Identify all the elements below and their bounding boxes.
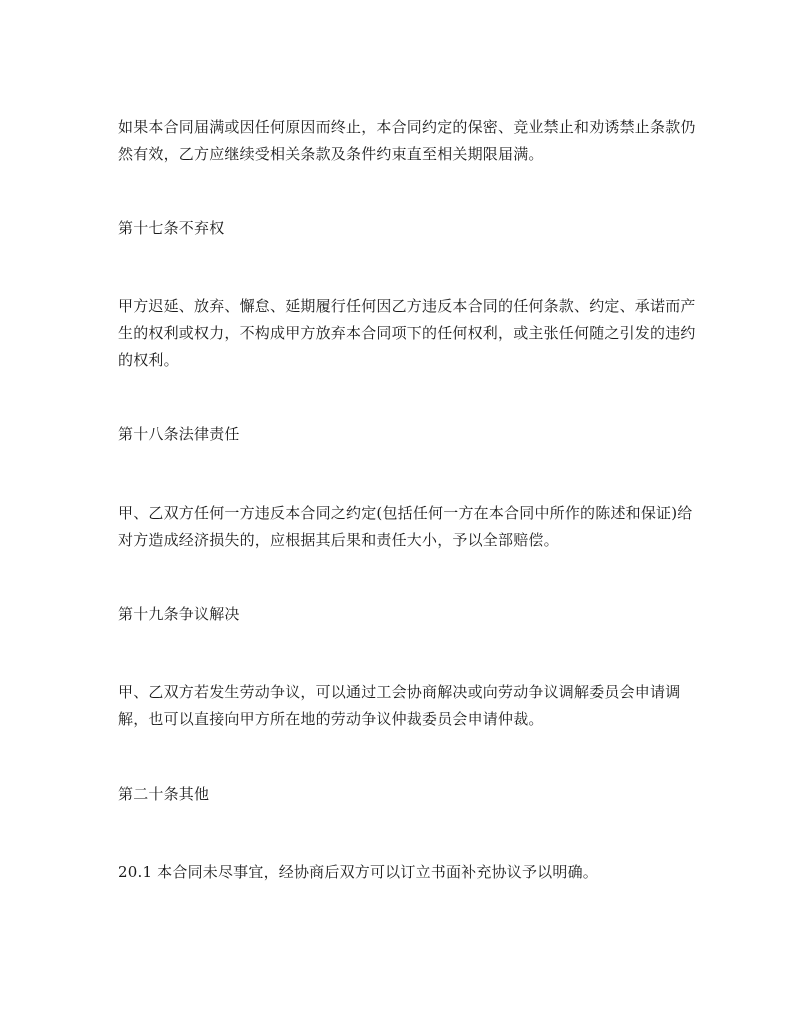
article-17-heading: 第十七条不弃权 bbox=[118, 219, 225, 237]
article-19-heading: 第十九条争议解决 bbox=[118, 605, 240, 623]
article-17-body: 甲方迟延、放弃、懈怠、延期履行任何因乙方违反本合同的任何条款、约定、承诺而产生的权利或权力，不构成甲方放弃本合同项下的任何权利，或主张任何随之引发的违约的权利。 bbox=[118, 297, 696, 369]
article-20-heading: 第二十条其他 bbox=[118, 785, 210, 803]
article-18-heading: 第十八条法律责任 bbox=[118, 425, 240, 443]
article-19-body: 甲、乙双方若发生劳动争议，可以通过工会协商解决或向劳动争议调解委员会申请调解，也可以直接向甲方所在地的劳动争议仲裁委员会申请仲裁。 bbox=[118, 683, 681, 728]
paragraph-confidentiality-survival: 如果本合同届满或因任何原因而终止，本合同约定的保密、竞业禁止和劝诱禁止条款仍然有效，乙方应继续受相关条款及条件约束直至相关期限届满。 bbox=[118, 118, 696, 163]
article-20-1-text: 20.1 本合同未尽事宜，经协商后双方可以订立书面补充协议予以明确。 bbox=[118, 863, 598, 881]
article-18-body: 甲、乙双方任何一方违反本合同之约定(包括任何一方在本合同中所作的陈述和保证)给对方造成经济损失的，应根据其后果和责任大小，予以全部赔偿。 bbox=[118, 504, 693, 549]
